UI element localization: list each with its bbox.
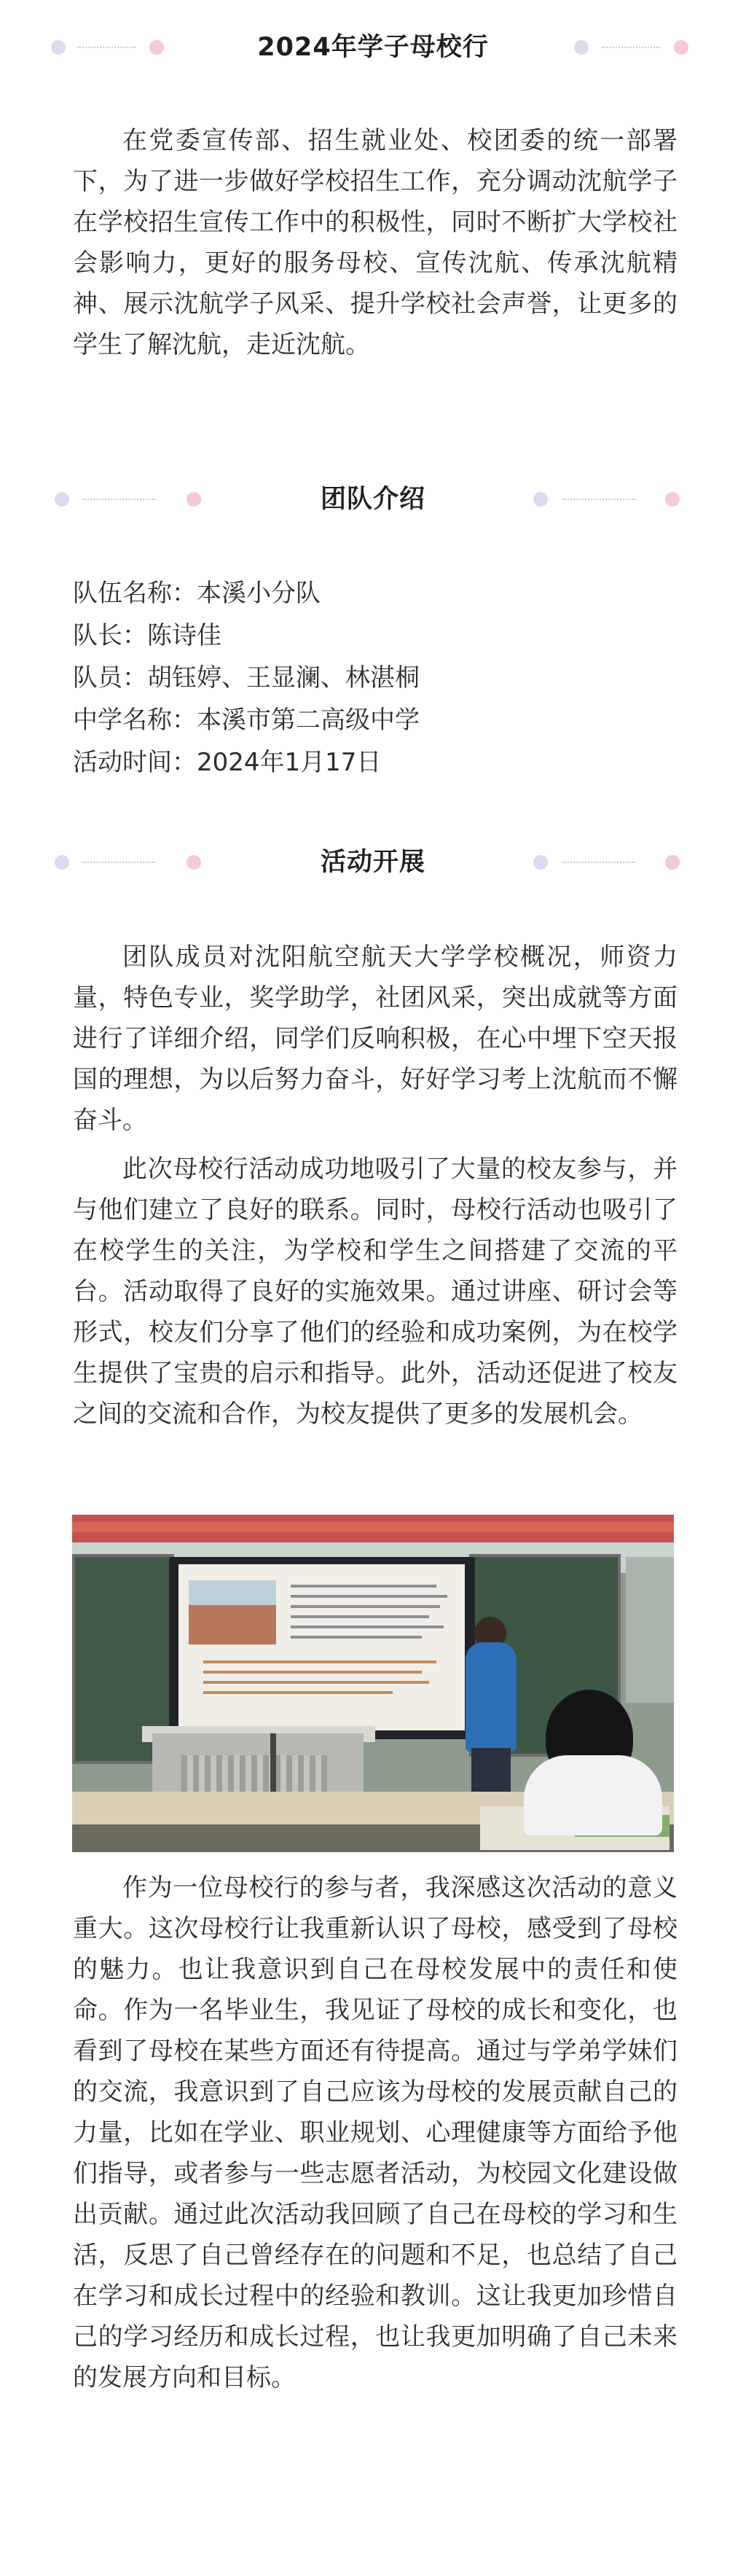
team-name: 队伍名称：本溪小分队: [73, 579, 321, 608]
section-title: 2024年学子母校行: [257, 33, 489, 62]
activity-date: 活动时间：2024年1月17日: [73, 748, 382, 777]
intro-paragraph: 在党委宣传部、招生就业处、校团委的统一部署下，为了进一步做好学校招生工作，充分调动沈航学子在学校招生宣传工作中的积极性，同时不断扩大学校社会影响力，更好的服务母校、宣传沈航、传承沈航精神、展示沈航学子风采、提升学校社会声誉，让更多的学生了解沈航，走近沈航。: [73, 126, 678, 359]
section-title: 活动开展: [320, 848, 425, 877]
section-header-intro: [0, 26, 746, 69]
section-header-activity: [0, 840, 746, 884]
school-name: 中学名称：本溪市第二高级中学: [73, 706, 420, 735]
activity-paragraph: 此次母校行活动成功地吸引了大量的校友参与，并与他们建立了良好的联系。同时，母校行活动也吸引了在校学生的关注，为学校和学生之间搭建了交流的平台。活动取得了良好的实施效果。通过讲座、研讨会等形式，校友们分享了他们的经验和成功案例，为在校学生提供了宝贵的启示和指导。此外，活动还促进了校友之间的交流和合作，为校友提供了更多的发展机会。: [73, 1155, 678, 1429]
activity-paragraph: 作为一位母校行的参与者，我深感这次活动的意义重大。这次母校行让我重新认识了母校，感受到了母校的魅力。也让我意识到自己在母校发展中的责任和使命。作为一名毕业生，我见证了母校的成长和变化，也看到了母校在某些方面还有待提高。通过与学弟学妹们的交流，我意识到了自己应该为母校的发展贡献自己的力量，比如在学业、职业规划、心理健康等方面给予他们指导，或者参与一些志愿者活动，为校园文化建设做出贡献。通过此次活动我回顾了自己在母校的学习和生活，反思了自己曾经存在的问题和不足，也总结了自己在学习和成长过程中的经验和教训。这让我更加珍惜自己的学习经历和成长过程，也让我更加明确了自己未来的发展方向和目标。: [73, 1873, 678, 2392]
activity-paragraph: 团队成员对沈阳航空航天大学学校概况，师资力量，特色专业，奖学助学，社团风采，突出成就等方面进行了详细介绍，同学们反响积极，在心中埋下空天报国的理想，为以后努力奋斗，好好学习考上沈航而不懈奋斗。: [73, 942, 678, 1135]
team-members: 队员：胡钰婷、王显澜、林湛桐: [73, 663, 420, 692]
activity-photo: [72, 1515, 674, 1852]
team-info-list: [73, 572, 678, 784]
team-leader: 队长：陈诗佳: [73, 621, 221, 650]
section-header-team: [0, 477, 746, 521]
section-title: 团队介绍: [320, 485, 425, 514]
